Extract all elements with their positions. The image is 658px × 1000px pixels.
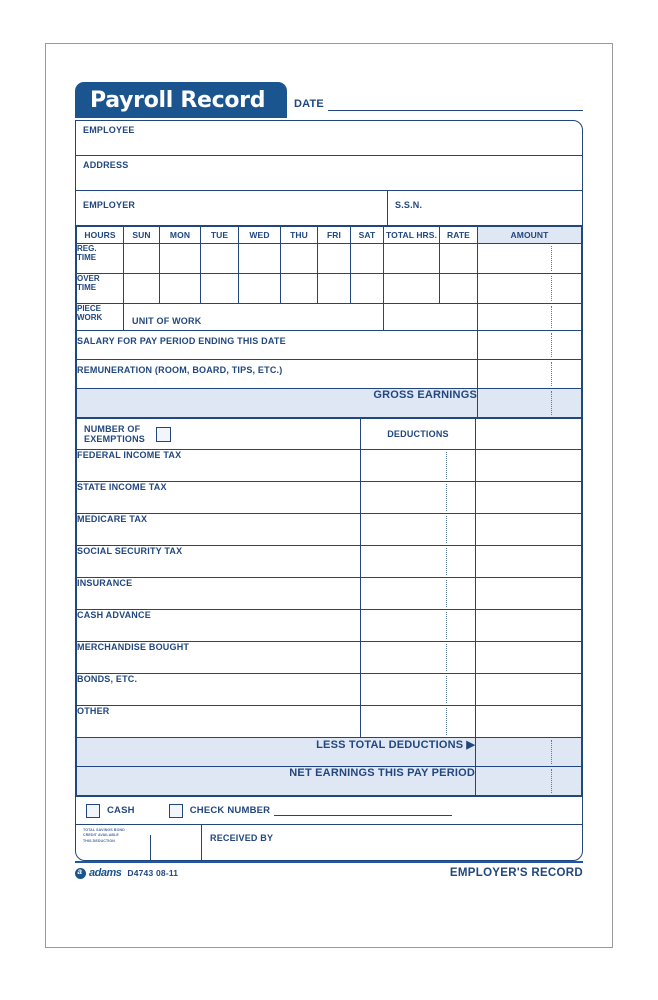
- employee-label: EMPLOYEE: [83, 125, 135, 135]
- form-footer: [75, 863, 583, 879]
- deduction-federal-amount-cell[interactable]: [476, 450, 582, 482]
- net-earnings-label: NET EARNINGS THIS PAY PERIOD: [77, 767, 476, 796]
- table-row: [77, 546, 582, 578]
- deductions-table: [76, 418, 582, 796]
- record-type-label: EMPLOYER'S RECORD: [449, 867, 583, 879]
- deduction-state-income-tax-value[interactable]: [361, 482, 476, 514]
- deductions-column-header: DEDUCTIONS: [361, 419, 476, 450]
- ot-thu-cell[interactable]: [281, 274, 318, 304]
- gross-earnings-label: GROSS EARNINGS: [77, 389, 478, 418]
- form-body: [75, 120, 583, 861]
- salary-row: [77, 331, 582, 360]
- col-wed: WED: [239, 227, 281, 244]
- over-time-label: [77, 274, 124, 304]
- form-header: [75, 82, 583, 120]
- deduction-merchandise-bought: MERCHANDISE BOUGHT: [77, 642, 361, 674]
- net-earnings-row: [77, 767, 582, 796]
- piece-work-row: [77, 304, 582, 331]
- ot-tue-cell[interactable]: [201, 274, 239, 304]
- table-row: [77, 610, 582, 642]
- ssn-field[interactable]: [388, 191, 582, 225]
- remuneration-amount-cell[interactable]: [478, 360, 582, 389]
- deduction-other-value[interactable]: [361, 706, 476, 738]
- deduction-state-amount-cell[interactable]: [476, 482, 582, 514]
- savings-bond-note-box: [76, 825, 202, 860]
- savings-bond-note: [83, 828, 201, 844]
- deduction-social-security-tax: SOCIAL SECURITY TAX: [77, 546, 361, 578]
- remuneration-row: [77, 360, 582, 389]
- check-number-checkbox[interactable]: [169, 804, 183, 818]
- reg-rate-cell[interactable]: [440, 244, 478, 274]
- reg-time-row: [77, 244, 582, 274]
- net-earnings-amount-cell[interactable]: [476, 767, 582, 796]
- less-total-deductions-row: [77, 738, 582, 767]
- salary-amount-cell[interactable]: [478, 331, 582, 360]
- deduction-bonds-amount-cell[interactable]: [476, 674, 582, 706]
- employer-field[interactable]: [76, 191, 388, 225]
- brand-block: [75, 867, 178, 879]
- deduction-social-security-amount-cell[interactable]: [476, 546, 582, 578]
- payroll-form: [75, 82, 583, 879]
- table-row: [77, 450, 582, 482]
- deduction-other: OTHER: [77, 706, 361, 738]
- form-number: D4743 08-11: [127, 868, 179, 878]
- ot-sat-cell[interactable]: [351, 274, 384, 304]
- micro-line3: THIS DEDUCTION: [83, 838, 115, 843]
- page-title: Payroll Record: [90, 87, 266, 113]
- ot-mon-cell[interactable]: [160, 274, 201, 304]
- piece-rate-cell[interactable]: [384, 304, 478, 331]
- col-sat: SAT: [351, 227, 384, 244]
- received-by-field[interactable]: [202, 825, 582, 860]
- deduction-state-income-tax: STATE INCOME TAX: [77, 482, 361, 514]
- deduction-insurance: INSURANCE: [77, 578, 361, 610]
- signature-row: [76, 824, 582, 860]
- deduction-merchandise-amount-cell[interactable]: [476, 642, 582, 674]
- ssn-label: S.S.N.: [395, 200, 423, 210]
- exemptions-line2: EXEMPTIONS: [84, 434, 146, 444]
- employee-field[interactable]: [76, 121, 582, 156]
- ot-fri-cell[interactable]: [318, 274, 351, 304]
- hours-header-row: [77, 227, 582, 244]
- col-mon: MON: [160, 227, 201, 244]
- check-number-input-line[interactable]: [274, 805, 452, 816]
- ot-rate-cell[interactable]: [440, 274, 478, 304]
- reg-total-hrs-cell[interactable]: [384, 244, 440, 274]
- col-tue: TUE: [201, 227, 239, 244]
- less-total-deductions-text: LESS TOTAL DEDUCTIONS: [316, 739, 464, 751]
- reg-sat-cell[interactable]: [351, 244, 384, 274]
- micro-divider: [150, 835, 151, 860]
- arrow-right-icon: ▶: [466, 739, 475, 751]
- reg-tue-cell[interactable]: [201, 244, 239, 274]
- deduction-federal-income-tax-value[interactable]: [361, 450, 476, 482]
- cash-checkbox[interactable]: [86, 804, 100, 818]
- address-field[interactable]: [76, 156, 582, 191]
- exemptions-label: [84, 424, 145, 445]
- remuneration-field[interactable]: [77, 360, 478, 389]
- col-thu: THU: [281, 227, 318, 244]
- reg-time-label: [77, 244, 124, 274]
- exemptions-amount-cell[interactable]: [476, 419, 582, 450]
- table-row: [77, 482, 582, 514]
- date-field[interactable]: [294, 98, 583, 111]
- deduction-cash-advance-value[interactable]: [361, 610, 476, 642]
- over-time-row: [77, 274, 582, 304]
- deduction-merchandise-bought-value[interactable]: [361, 642, 476, 674]
- deduction-cash-advance-amount-cell[interactable]: [476, 610, 582, 642]
- employer-ssn-row: [76, 191, 582, 226]
- deduction-insurance-amount-cell[interactable]: [476, 578, 582, 610]
- remuneration-label: REMUNERATION (ROOM, BOARD, TIPS, ETC.): [77, 365, 283, 375]
- table-row: [77, 674, 582, 706]
- brand-name: adams: [89, 867, 122, 879]
- check-number-label: CHECK NUMBER: [189, 805, 271, 816]
- piece-work-line2: WORK: [77, 313, 103, 323]
- deduction-bonds-etc: BONDS, ETC.: [77, 674, 361, 706]
- gross-earnings-amount-cell[interactable]: [478, 389, 582, 418]
- less-total-deductions-amount-cell[interactable]: [476, 738, 582, 767]
- deduction-social-security-tax-value[interactable]: [361, 546, 476, 578]
- exemptions-line1: NUMBER OF: [84, 423, 141, 434]
- employer-label: EMPLOYER: [83, 200, 136, 210]
- received-by-label: RECEIVED BY: [210, 833, 274, 843]
- hours-table: [76, 226, 582, 418]
- piece-amount-cell[interactable]: [478, 304, 582, 331]
- col-total-hrs: TOTAL HRS.: [384, 227, 440, 244]
- piece-work-line1: PIECE: [77, 304, 102, 313]
- exemptions-checkbox[interactable]: [156, 427, 171, 442]
- ot-sun-cell[interactable]: [124, 274, 160, 304]
- table-row: [77, 706, 582, 738]
- reg-thu-cell[interactable]: [281, 244, 318, 274]
- reg-sun-cell[interactable]: [124, 244, 160, 274]
- exemptions-field[interactable]: [77, 419, 361, 450]
- deduction-federal-income-tax: FEDERAL INCOME TAX: [77, 450, 361, 482]
- date-label: DATE: [294, 98, 324, 110]
- reg-mon-cell[interactable]: [160, 244, 201, 274]
- col-hours: HOURS: [77, 227, 124, 244]
- title-banner: [75, 82, 287, 118]
- unit-of-work-field[interactable]: [124, 304, 384, 331]
- salary-field[interactable]: [77, 331, 478, 360]
- col-rate: RATE: [440, 227, 478, 244]
- reg-fri-cell[interactable]: [318, 244, 351, 274]
- deduction-cash-advance: CASH ADVANCE: [77, 610, 361, 642]
- gross-earnings-row: [77, 389, 582, 418]
- ot-amount-cell[interactable]: [478, 274, 582, 304]
- col-amount: AMOUNT: [478, 227, 582, 244]
- micro-line1: TOTAL SAVINGS BOND: [83, 828, 125, 832]
- adams-logo-icon: [75, 868, 86, 879]
- deduction-medicare-tax-value[interactable]: [361, 514, 476, 546]
- over-time-line2: TIME: [77, 283, 97, 293]
- piece-work-label: [77, 304, 124, 331]
- ot-wed-cell[interactable]: [239, 274, 281, 304]
- col-sun: SUN: [124, 227, 160, 244]
- micro-line2: CREDIT AVAILABLE: [83, 833, 119, 838]
- ot-total-hrs-cell[interactable]: [384, 274, 440, 304]
- reg-time-line1: REG.: [77, 244, 97, 253]
- reg-wed-cell[interactable]: [239, 244, 281, 274]
- over-time-line1: OVER: [77, 274, 100, 283]
- deduction-insurance-value[interactable]: [361, 578, 476, 610]
- reg-amount-cell[interactable]: [478, 244, 582, 274]
- address-label: ADDRESS: [83, 160, 129, 170]
- unit-of-work-label: UNIT OF WORK: [132, 316, 202, 326]
- date-input-line[interactable]: [328, 98, 583, 111]
- payment-method-row: [76, 796, 582, 824]
- less-total-deductions-label: [77, 738, 476, 767]
- deduction-bonds-etc-value[interactable]: [361, 674, 476, 706]
- exemptions-row: [77, 419, 582, 450]
- col-fri: FRI: [318, 227, 351, 244]
- salary-label: SALARY FOR PAY PERIOD ENDING THIS DATE: [77, 336, 286, 346]
- reg-time-line2: TIME: [77, 253, 97, 263]
- deduction-other-amount-cell[interactable]: [476, 706, 582, 738]
- table-row: [77, 642, 582, 674]
- deduction-medicare-tax: MEDICARE TAX: [77, 514, 361, 546]
- deduction-medicare-amount-cell[interactable]: [476, 514, 582, 546]
- table-row: [77, 514, 582, 546]
- table-row: [77, 578, 582, 610]
- cash-label: CASH: [107, 805, 135, 816]
